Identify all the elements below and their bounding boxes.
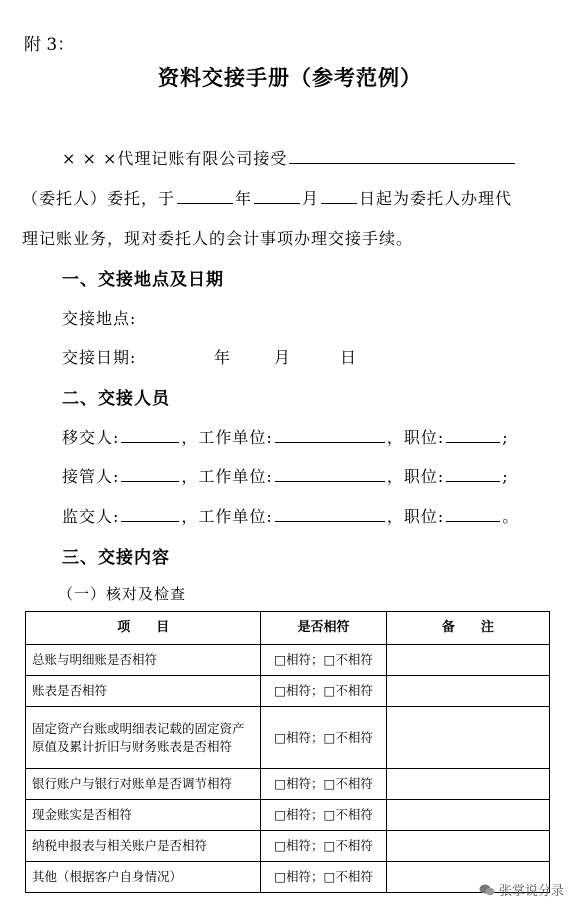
row-remark-cell[interactable] <box>386 676 549 707</box>
section-2-heading: 二、交接人员 <box>62 389 170 409</box>
client-name-blank[interactable] <box>289 147 515 164</box>
col-header-remark: 备 注 <box>386 612 549 645</box>
row-item: 银行账户与银行对账单是否调节相符 <box>26 769 261 800</box>
intro-entrust: （委托人）委托，于 <box>22 189 176 208</box>
table-row <box>26 769 550 800</box>
supervisor-label: 监交人: <box>62 507 120 526</box>
year-blank[interactable] <box>177 187 233 204</box>
row-item: 固定资产台账或明细表记载的固定资产原值及累计折旧与财务账表是否相符 <box>26 707 261 769</box>
handover-date-month: 月 <box>274 348 292 367</box>
supervisor-blank[interactable] <box>121 505 179 522</box>
row-status-checkboxes[interactable]: □相符；□不相符 <box>261 800 386 831</box>
table-row <box>26 862 550 893</box>
position-label: ，职位: <box>386 467 445 486</box>
row-remark-cell[interactable] <box>386 800 549 831</box>
row-remark-cell[interactable] <box>386 831 549 862</box>
row-status-checkboxes[interactable]: □相符；□不相符 <box>261 862 386 893</box>
supervisor-unit-blank[interactable] <box>275 505 385 522</box>
document-title: 资料交接手册（参考范例） <box>158 65 422 90</box>
intro-line-3: 理记账业务，现对委托人的会计事项办理交接手续。 <box>22 229 414 248</box>
receiver-position-blank[interactable] <box>446 465 500 482</box>
table-row <box>26 645 550 676</box>
handover-date-day: 日 <box>340 348 358 367</box>
row-remark-cell[interactable] <box>386 707 549 769</box>
handover-date-label: 交接日期: <box>62 348 137 367</box>
row-status-checkboxes[interactable]: □相符；□不相符 <box>261 645 386 676</box>
position-label: ，职位: <box>386 428 445 447</box>
row-remark-cell[interactable] <box>386 769 549 800</box>
person-row-transferor <box>62 425 509 448</box>
watermark-text: 张掌说分录 <box>498 884 564 899</box>
table-row <box>26 707 550 769</box>
transferor-blank[interactable] <box>121 426 179 443</box>
row-item: 其他（根据客户自身情况） <box>26 862 261 893</box>
year-label: 年 <box>235 189 253 208</box>
section-3-heading: 三、交接内容 <box>62 548 170 568</box>
intro-line-2 <box>22 186 512 209</box>
row-status-checkboxes[interactable]: □相符；□不相符 <box>261 676 386 707</box>
day-blank[interactable] <box>321 187 357 204</box>
table-row <box>26 800 550 831</box>
row-item: 账表是否相符 <box>26 676 261 707</box>
col-header-item: 项 目 <box>26 612 261 645</box>
unit-label: ，工作单位: <box>181 507 273 526</box>
supervisor-position-blank[interactable] <box>446 505 500 522</box>
transferor-label: 移交人: <box>62 428 120 447</box>
row-status-checkboxes[interactable]: □相符；□不相符 <box>261 707 386 769</box>
unit-label: ，工作单位: <box>181 428 273 447</box>
month-label: 月 <box>302 189 320 208</box>
row-end-mark: 。 <box>502 507 520 526</box>
row-end-mark: ; <box>502 428 509 447</box>
col-header-match: 是否相符 <box>261 612 386 645</box>
row-item: 现金账实是否相符 <box>26 800 261 831</box>
watermark <box>479 880 564 899</box>
table-header-row <box>26 612 550 645</box>
row-item: 纳税申报表与相关账户是否相符 <box>26 831 261 862</box>
row-status-checkboxes[interactable]: □相符；□不相符 <box>261 769 386 800</box>
person-row-supervisor <box>62 504 519 527</box>
handover-place-label: 交接地点: <box>62 309 137 328</box>
intro-company: × × ×代理记账有限公司接受 <box>62 149 288 168</box>
position-label: ，职位: <box>386 507 445 526</box>
receiver-label: 接管人: <box>62 467 120 486</box>
row-end-mark: ; <box>502 467 509 486</box>
row-remark-cell[interactable] <box>386 645 549 676</box>
row-item: 总账与明细账是否相符 <box>26 645 261 676</box>
person-row-receiver <box>62 464 509 487</box>
subsection-check-heading: （一）核对及检查 <box>58 585 187 603</box>
table-row <box>26 831 550 862</box>
appendix-label: 附 3： <box>24 35 75 55</box>
receiver-blank[interactable] <box>121 465 179 482</box>
month-blank[interactable] <box>254 187 300 204</box>
handover-date-year: 年 <box>214 348 232 367</box>
section-1-heading: 一、交接地点及日期 <box>62 270 224 290</box>
transferor-unit-blank[interactable] <box>275 426 385 443</box>
table-row <box>26 676 550 707</box>
chat-bubble-icon <box>479 884 495 896</box>
transferor-position-blank[interactable] <box>446 426 500 443</box>
row-status-checkboxes[interactable]: □相符；□不相符 <box>261 831 386 862</box>
intro-line-1 <box>62 146 517 169</box>
unit-label: ，工作单位: <box>181 467 273 486</box>
day-from-text: 日起为委托人办理代 <box>359 189 513 208</box>
check-table <box>25 611 550 893</box>
receiver-unit-blank[interactable] <box>275 465 385 482</box>
